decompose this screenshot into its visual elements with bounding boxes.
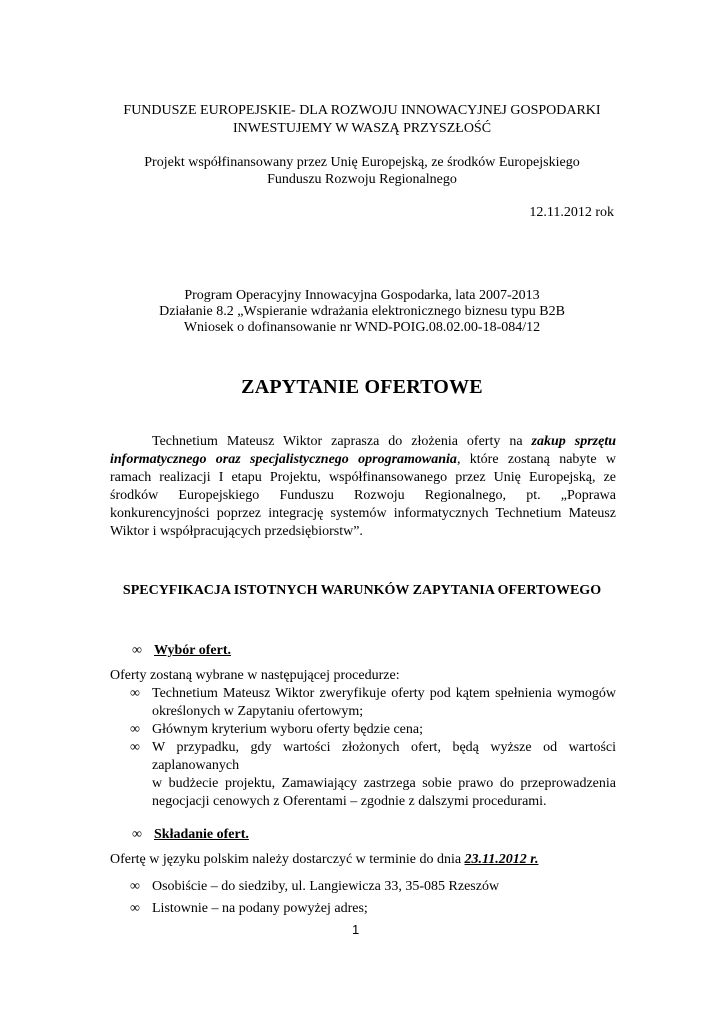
submission-heading-label: Składanie ofert. — [154, 827, 249, 842]
program-line-2: Działanie 8.2 „Wspieranie wdrażania elektronicznego biznesu typu B2B — [159, 304, 565, 319]
list-item — [130, 876, 616, 898]
list-item-text: Głównym kryterium wyboru oferty będzie cena; — [152, 722, 423, 737]
header-line-4: Funduszu Rozwoju Regionalnego — [267, 172, 457, 187]
infinity-bullet-icon: ∞ — [132, 827, 142, 842]
header-line-3: Projekt współfinansowany przez Unię Europejską, ze środków Europejskiego — [144, 155, 580, 170]
submission-deadline: 23.11.2012 r. — [464, 852, 539, 867]
list-item-text: w budżecie projektu, Zamawiający zastrzega sobie prawo do przeprowadzenia negocjacji cenowych z Oferentami – zgodnie z dalszymi procedurami. — [152, 776, 616, 809]
page-title: ZAPYTANIE OFERTOWE — [241, 376, 483, 398]
infinity-bullet-icon: ∞ — [130, 901, 140, 916]
intro-text-1: Technetium Mateusz Wiktor zaprasza do złożenia oferty na — [152, 434, 532, 449]
list-item — [130, 739, 616, 775]
infinity-bullet-icon: ∞ — [132, 643, 142, 658]
infinity-bullet-icon: ∞ — [130, 686, 140, 701]
page-number: 1 — [352, 922, 360, 937]
program-line-3: Wniosek o dofinansowanie nr WND-POIG.08.02.00-18-084/12 — [183, 320, 541, 335]
header-line-2: INWESTUJEMY W WASZĄ PRZYSZŁOŚĆ — [232, 121, 492, 136]
list-item-text: Listownie – na podany powyżej adres; — [152, 901, 368, 916]
infinity-bullet-icon: ∞ — [130, 740, 140, 755]
list-item — [130, 685, 616, 721]
infinity-bullet-icon: ∞ — [130, 879, 140, 894]
submission-list — [130, 876, 616, 920]
intro-paragraph — [110, 433, 616, 541]
selection-heading — [132, 642, 231, 659]
selection-list — [130, 685, 616, 811]
list-item-text: Technetium Mateusz Wiktor zweryfikuje oferty pod kątem spełnienia wymogów określonych w Zapytaniu ofertowym; — [152, 686, 616, 719]
intro-bold-subject: zakup sprzętu informatycznego oraz specjalistycznego oprogramowania — [110, 434, 616, 467]
program-line-1: Program Operacyjny Innowacyjna Gospodarka, lata 2007-2013 — [184, 288, 540, 303]
selection-intro: Oferty zostaną wybrane w następującej procedurze: — [110, 668, 400, 683]
infinity-bullet-icon: ∞ — [130, 722, 140, 737]
submission-intro-text: Ofertę w języku polskim należy dostarczyć w terminie do dnia — [110, 852, 465, 867]
list-item — [130, 898, 616, 920]
submission-heading — [132, 826, 249, 843]
header-line-1: FUNDUSZE EUROPEJSKIE- DLA ROZWOJU INNOWACYJNEJ GOSPODARKI — [123, 103, 601, 118]
list-item-text: Osobiście – do siedziby, ul. Langiewicza 33, 35-085 Rzeszów — [152, 879, 500, 894]
selection-heading-label: Wybór ofert. — [154, 643, 231, 658]
section-title: SPECYFIKACJA ISTOTNYCH WARUNKÓW ZAPYTANIA OFERTOWEGO — [122, 583, 602, 598]
list-item — [130, 721, 616, 739]
document-date: 12.11.2012 rok — [529, 205, 614, 220]
submission-intro — [110, 851, 538, 868]
list-item-text: W przypadku, gdy wartości złożonych ofert, będą wyższe od wartości zaplanowanych — [152, 740, 616, 773]
intro-text-2: , które zostaną nabyte w ramach realizacji I etapu Projektu, współfinansowanego przez Unię Europejską, ze środków Europejskiego Funduszu Rozwoju Regionalnego, pt. „Poprawa konkurencyjności poprzez integrację systemów informatycznych Technetium Mateusz Wiktor i współpracujących przedsiębiorstw”. — [110, 452, 616, 539]
list-item-continuation — [130, 775, 616, 811]
